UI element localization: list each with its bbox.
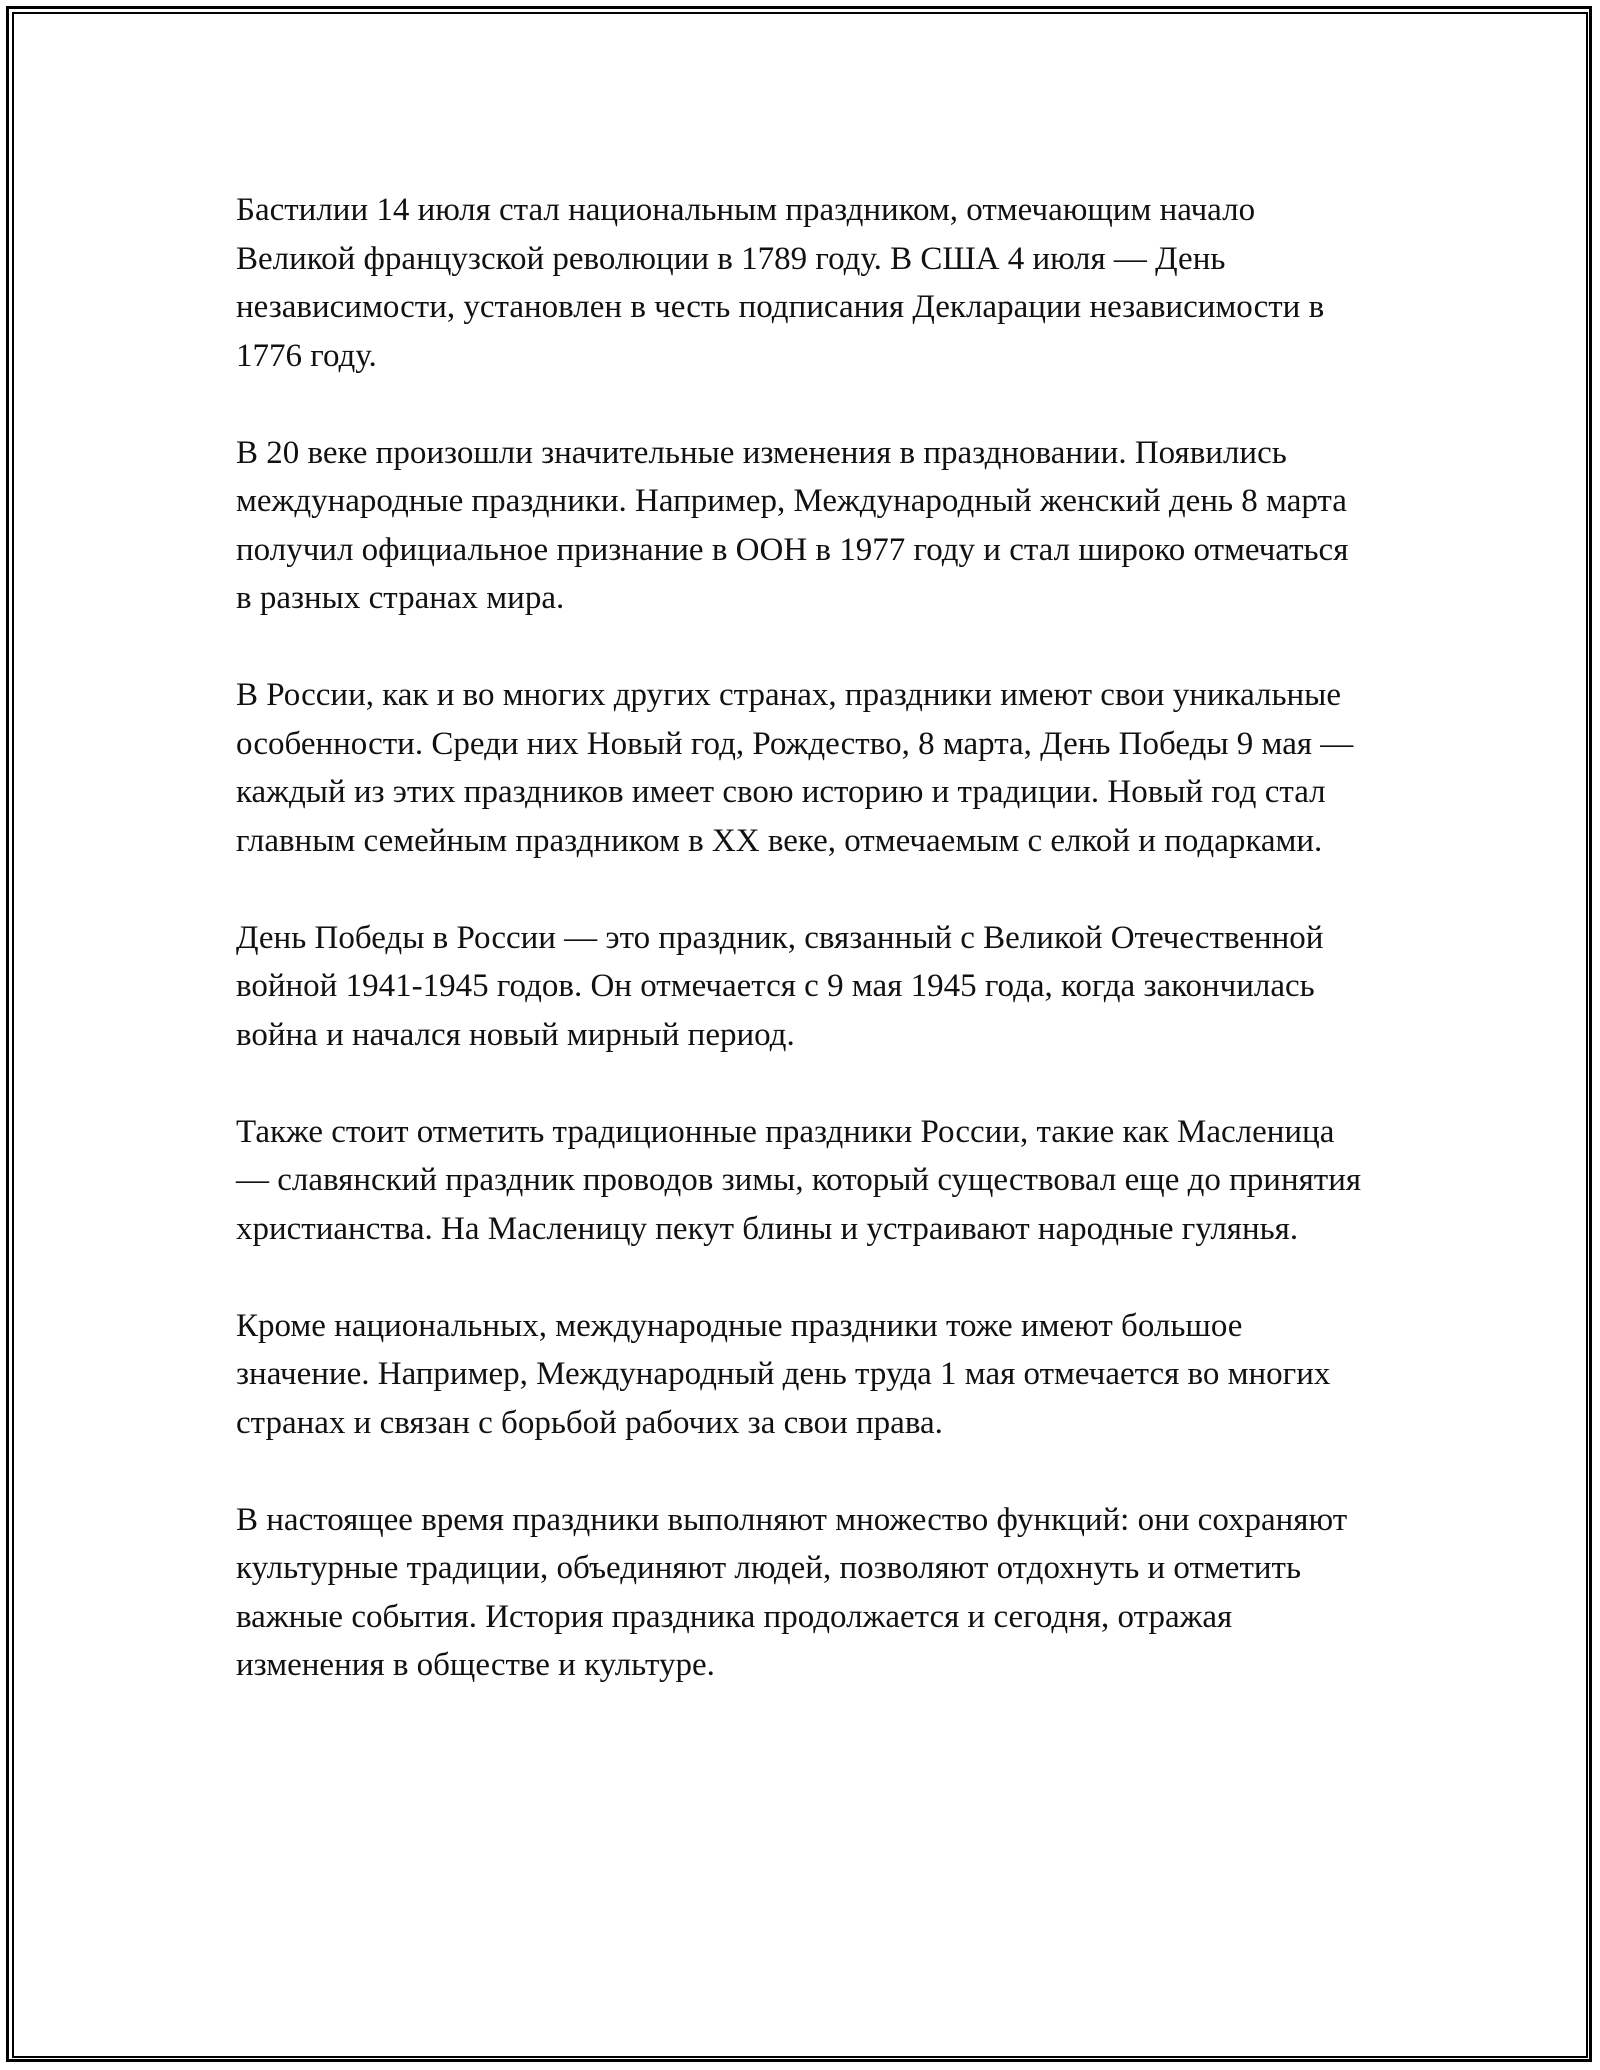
paragraph-labour-day: Кроме национальных, международные праздники тоже имеют большое значение. Например, Международный день труда 1 мая отмечается во многих странах и связан с борьбой рабочих за свои права.: [236, 1307, 1331, 1441]
paragraph-maslenitsa: Также стоит отметить традиционные праздники России, такие как Масленица — славянский праздник проводов зимы, который существовал еще до принятия христианства. На Масленицу пекут блины и устраивают народные гулянья.: [236, 1113, 1362, 1247]
paragraph-present-day: В настоящее время праздники выполняют множество функций: они сохраняют культурные традиции, объединяют людей, позволяют отдохнуть и отметить важные события. История праздника продолжается и сегодня, отражая изменения в обществе и культуре.: [236, 1501, 1348, 1683]
paragraph-victory-day: День Победы в России — это праздник, связанный с Великой Отечественной войной 1941-1945 годов. Он отмечается с 9 мая 1945 года, когда закончилась война и начался новый мирный период.: [236, 919, 1324, 1053]
paragraph-20th-century: В 20 веке произошли значительные изменения в праздновании. Появились международные праздники. Например, Международный женский день 8 марта получил официальное признание в ООН в 1977 году и стал широко отмечаться в разных странах мира.: [236, 434, 1349, 616]
paragraph-bastille: Бастилии 14 июля стал национальным праздником, отмечающим начало Великой французской революции в 1789 году. В США 4 июля — День независимости, установлен в честь подписания Декларации независимости в 1776 году.: [236, 192, 1325, 374]
paragraph-russia-holidays: В России, как и во многих других странах, праздники имеют свои уникальные особенности. Среди них Новый год, Рождество, 8 марта, День Победы 9 мая — каждый из этих праздников имеет свою историю и традиции. Новый год стал главным семейным праздником в XX веке, отмечаемым с елкой и подарками.: [236, 677, 1354, 859]
document-body: [236, 186, 1366, 1738]
